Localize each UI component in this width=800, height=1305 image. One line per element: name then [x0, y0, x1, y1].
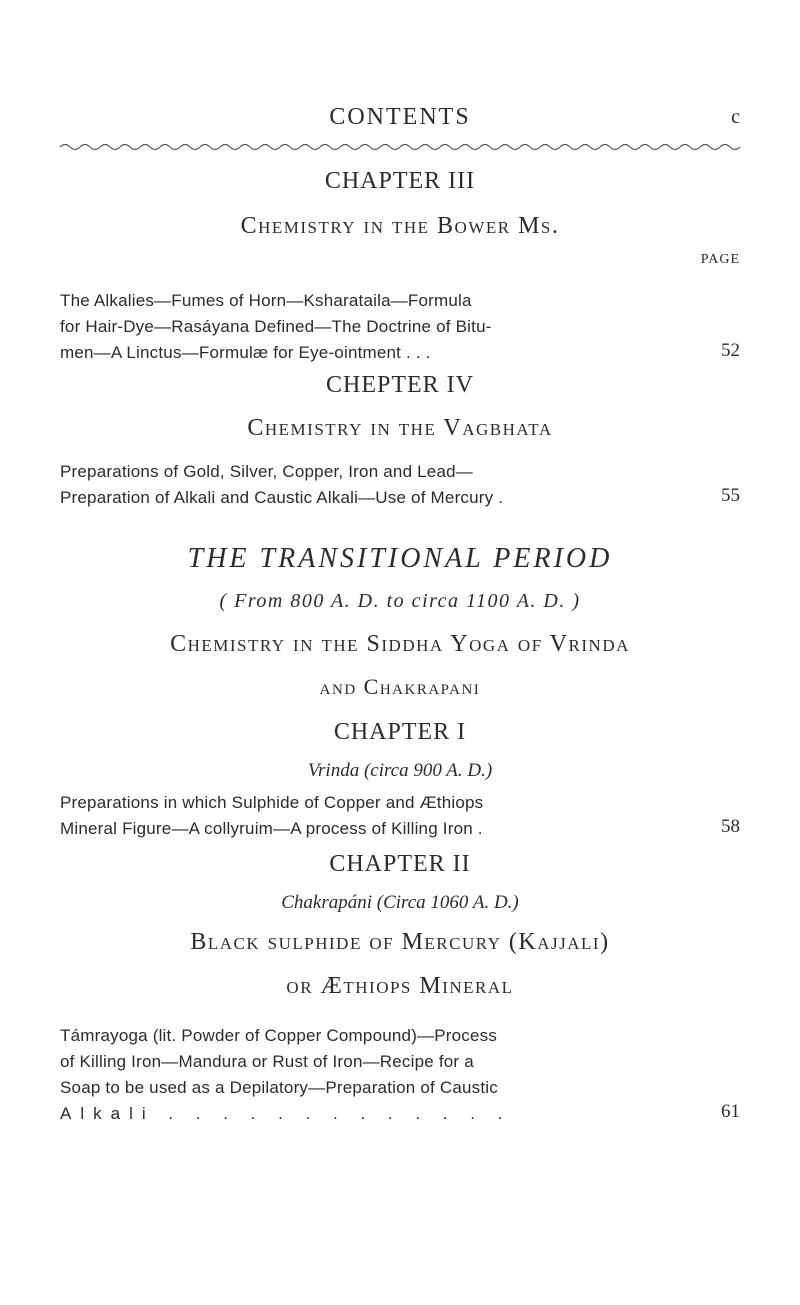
- entry-line: The Alkalies—Fumes of Horn—Ksharataila—Formula: [60, 291, 472, 310]
- toc-entry: [60, 790, 680, 842]
- period-title: THE TRANSITIONAL PERIOD: [187, 543, 613, 574]
- chapter-heading: CHAPTER III: [324, 168, 476, 194]
- entry-line: Támrayoga (lit. Powder of Copper Compound)—Process: [60, 1026, 498, 1045]
- chapter-heading: CHEPTER IV: [326, 372, 474, 398]
- toc-entry: [60, 288, 680, 366]
- toc-entry: [60, 459, 680, 511]
- entry-line: for Hair-Dye—Rasáyana Defined—The Doctrine of Bitu-: [60, 317, 492, 336]
- page-number: 58: [721, 816, 740, 837]
- entry-line: Preparations in which Sulphide of Copper and Æthiops: [60, 793, 484, 812]
- page-number: 61: [721, 1101, 740, 1122]
- chapter-subtitle: Chemistry in the Bower Ms.: [240, 213, 560, 239]
- chapter-subtitle: Chemistry in the Vagbhata: [247, 415, 553, 441]
- entry-line: Mineral Figure—A collyruim—A process of Killing Iron .: [60, 819, 483, 838]
- page-column-label: PAGE: [700, 252, 740, 267]
- chapter-title-line2: or Æthiops Mineral: [286, 973, 514, 999]
- period-subtitle-line1: Chemistry in the Siddha Yoga of Vrinda: [170, 631, 630, 657]
- page-number: 55: [721, 485, 740, 506]
- toc-entry: [60, 1023, 680, 1127]
- entry-line: Alkali . . . . . . . . . . . . .: [60, 1104, 512, 1123]
- folio: c: [731, 106, 740, 128]
- entry-line: men—A Linctus—Formulæ for Eye-ointment . . .: [60, 343, 431, 362]
- entry-line: Preparations of Gold, Silver, Copper, Iron and Lead—: [60, 462, 473, 481]
- entry-line: Soap to be used as a Depilatory—Preparation of Caustic: [60, 1078, 498, 1097]
- chapter-heading: CHAPTER I: [333, 719, 467, 745]
- entry-line: of Killing Iron—Mandura or Rust of Iron—Recipe for a: [60, 1052, 474, 1071]
- entry-line: Preparation of Alkali and Caustic Alkali—Use of Mercury .: [60, 488, 504, 507]
- period-dates: ( From 800 A. D. to circa 1100 A. D. ): [219, 590, 581, 612]
- period-subtitle-line2: and Chakrapani: [319, 674, 481, 699]
- chapter-heading: CHAPTER II: [329, 851, 471, 877]
- chapter-subhead: Chakrapáni (Circa 1060 A. D.): [281, 892, 519, 913]
- chapter-subhead: Vrinda (circa 900 A. D.): [307, 760, 493, 781]
- running-head: CONTENTS: [329, 104, 471, 130]
- chapter-title-line1: Black sulphide of Mercury (Kajjali): [190, 929, 610, 955]
- wavy-rule: [60, 140, 740, 154]
- page-number: 52: [721, 340, 740, 361]
